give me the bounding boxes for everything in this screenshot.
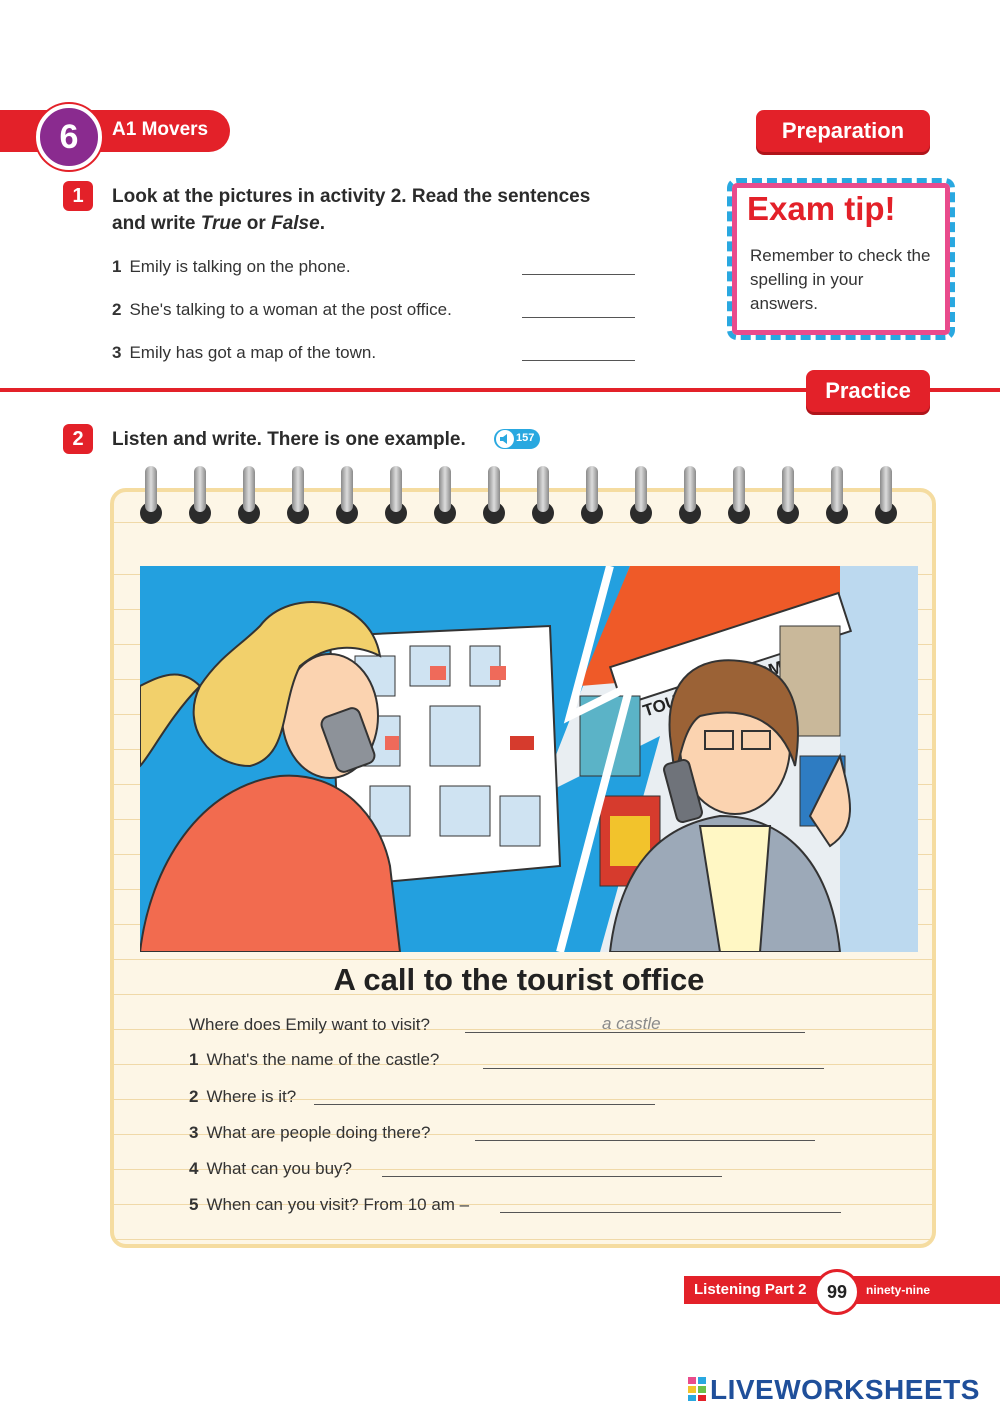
question-text: What are people doing there? bbox=[206, 1123, 431, 1142]
phone-call-illustration bbox=[140, 566, 918, 952]
ring bbox=[488, 466, 500, 512]
instruction-line-2 bbox=[112, 210, 672, 237]
ring bbox=[831, 466, 843, 512]
page-number-words: ninety-nine bbox=[866, 1283, 931, 1297]
question-number: 4 bbox=[189, 1159, 199, 1178]
item-text: Emily is talking on the phone. bbox=[129, 257, 351, 276]
instruction-end: . bbox=[319, 213, 325, 234]
question-text: What's the name of the castle? bbox=[206, 1050, 440, 1069]
question bbox=[189, 1195, 469, 1215]
ring bbox=[292, 466, 304, 512]
activity-2-number: 2 bbox=[63, 424, 93, 454]
notebook-title: A call to the tourist office bbox=[333, 962, 705, 997]
footer-section: Listening Part 2 bbox=[694, 1281, 807, 1298]
activity-1-item bbox=[112, 257, 351, 277]
unit-label: A1 Movers bbox=[112, 119, 209, 140]
item-number: 1 bbox=[112, 257, 122, 276]
instruction-true: True bbox=[200, 213, 242, 234]
unit-number: 6 bbox=[59, 117, 79, 156]
answer-field-3[interactable] bbox=[522, 359, 635, 361]
ring bbox=[684, 466, 696, 512]
instruction-line-1: Look at the pictures in activity 2. Read the sentences bbox=[112, 186, 591, 207]
ring bbox=[635, 466, 647, 512]
question-text: When can you visit? From 10 am – bbox=[206, 1195, 470, 1214]
item-text: She's talking to a woman at the post office. bbox=[129, 300, 452, 319]
answer-field-q2[interactable] bbox=[314, 1103, 655, 1105]
notebook-rings bbox=[140, 466, 910, 526]
practice-label: Practice bbox=[806, 370, 930, 412]
ring bbox=[586, 466, 598, 512]
answer-field-2[interactable] bbox=[522, 316, 635, 318]
page-number: 99 bbox=[814, 1269, 860, 1315]
liveworksheets-logo-icon bbox=[688, 1377, 706, 1401]
example-answer: a castle bbox=[602, 1014, 661, 1033]
question-number: 1 bbox=[189, 1050, 199, 1069]
answer-field-q1[interactable] bbox=[483, 1067, 824, 1069]
ring bbox=[782, 466, 794, 512]
question bbox=[189, 1123, 430, 1143]
item-number: 2 bbox=[112, 300, 122, 319]
instruction-text: and write bbox=[112, 213, 201, 234]
item-text: Emily has got a map of the town. bbox=[129, 343, 377, 362]
brand-name: LIVEWORKSHEETS bbox=[710, 1374, 980, 1405]
ring bbox=[145, 466, 157, 512]
answer-field-1[interactable] bbox=[522, 273, 635, 275]
audio-track-number: 157 bbox=[516, 432, 535, 444]
question-number: 5 bbox=[189, 1195, 199, 1214]
ring bbox=[537, 466, 549, 512]
question bbox=[189, 1050, 439, 1070]
instruction-false: False bbox=[271, 213, 320, 234]
question-text: What can you buy? bbox=[206, 1159, 352, 1178]
question bbox=[189, 1087, 296, 1107]
example-question: Where does Emily want to visit? bbox=[189, 1015, 430, 1034]
tourist-information-sign: INFORMATION bbox=[715, 641, 835, 697]
unit-number-badge bbox=[36, 104, 102, 170]
ring bbox=[194, 466, 206, 512]
question bbox=[189, 1159, 352, 1179]
question-number: 3 bbox=[189, 1123, 199, 1142]
activity-2-instruction: Listen and write. There is one example. bbox=[112, 429, 466, 450]
answer-field-q3[interactable] bbox=[475, 1139, 815, 1141]
ring bbox=[341, 466, 353, 512]
question-text: Where is it? bbox=[206, 1087, 297, 1106]
question-number: 2 bbox=[189, 1087, 199, 1106]
preparation-label: Preparation bbox=[756, 110, 930, 152]
exam-tip-title: Exam tip! bbox=[747, 190, 896, 227]
activity-1-instruction bbox=[112, 183, 672, 237]
ring bbox=[243, 466, 255, 512]
item-number: 3 bbox=[112, 343, 122, 362]
exam-tip-text: Remember to check the spelling in your answers. bbox=[750, 246, 931, 313]
activity-1-number: 1 bbox=[63, 181, 93, 211]
ring bbox=[390, 466, 402, 512]
answer-field-q5[interactable] bbox=[500, 1211, 841, 1213]
instruction-or: or bbox=[241, 213, 272, 234]
ring bbox=[439, 466, 451, 512]
audio-button[interactable] bbox=[494, 428, 540, 450]
activity-1-item bbox=[112, 300, 452, 320]
answer-field-q4[interactable] bbox=[382, 1175, 722, 1177]
ring bbox=[880, 466, 892, 512]
ring bbox=[733, 466, 745, 512]
activity-1-item bbox=[112, 343, 376, 363]
